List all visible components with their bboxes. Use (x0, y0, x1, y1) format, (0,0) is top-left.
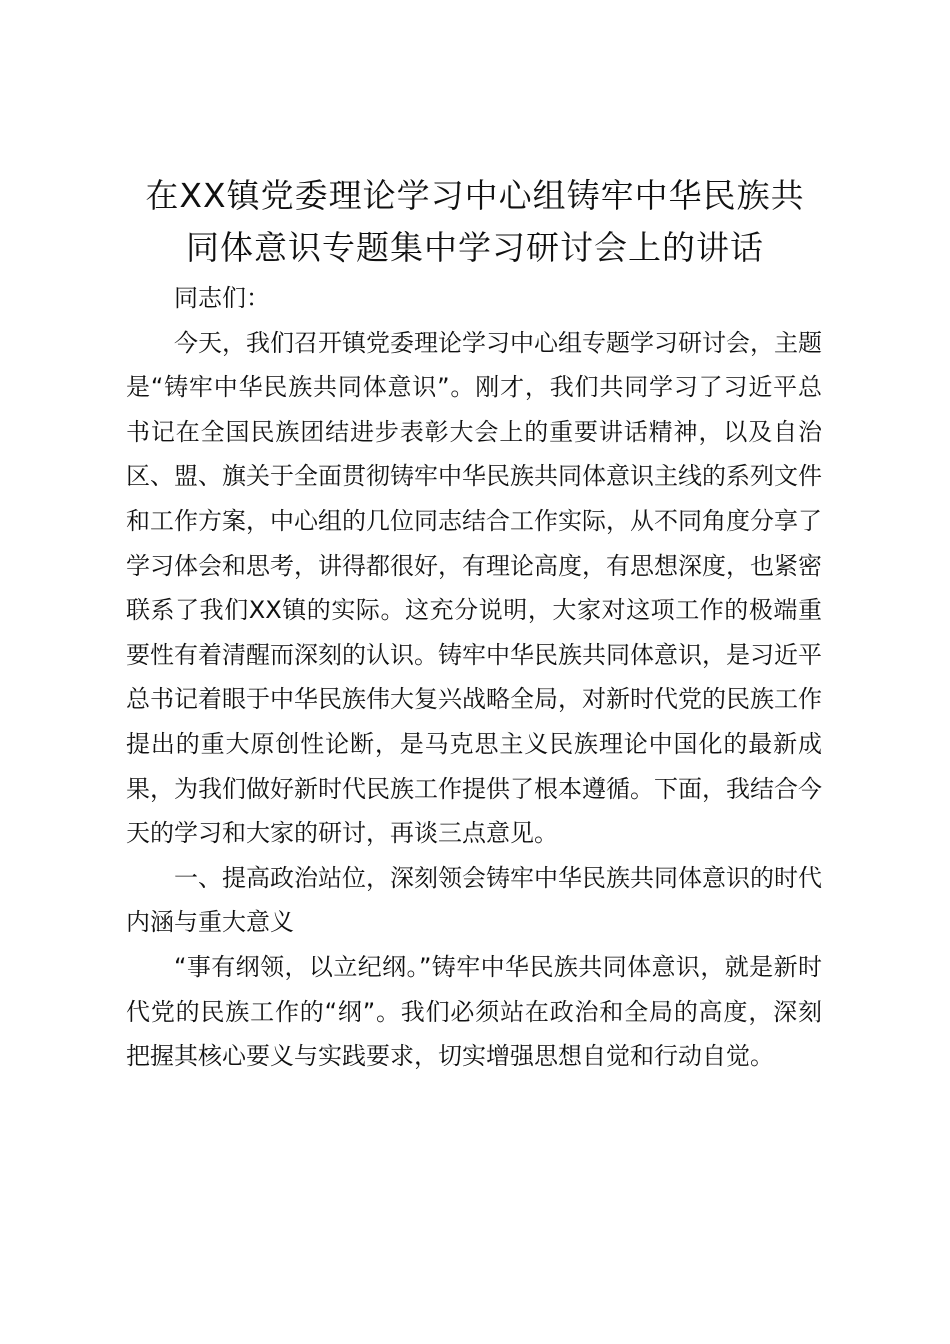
paragraph-intro: 今天，我们召开镇党委理论学习中心组专题学习研讨会，主题是“铸牢中华民族共同体意识”。刚才，我们共同学习了习近平总书记在全国民族团结进步表彰大会上的重要讲话精神，以及自治区、盟、旗关于全面贯彻铸牢中华民族共同体意识主线的系列文件和工作方案，中心组的几位同志结合工作实际，从不同角度分享了学习体会和思考，讲得都很好，有理论高度，有思想深度，也紧密联系了我们XX镇的实际。这充分说明，大家对这项工作的极端重要性有着清醒而深刻的认识。铸牢中华民族共同体意识，是习近平总书记着眼于中华民族伟大复兴战略全局，对新时代党的民族工作提出的重大原创性论断，是马克思主义民族理论中国化的最新成果，为我们做好新时代民族工作提供了根本遵循。下面，我结合今天的学习和大家的研讨，再谈三点意见。 (126, 328, 822, 848)
paragraph-section-1: “事有纲领，以立纪纲。”铸牢中华民族共同体意识，就是新时代党的民族工作的“纲”。我们必须站在政治和全局的高度，深刻把握其核心要义与实践要求，切实增强思想自觉和行动自觉。 (126, 952, 822, 1071)
title-line-2: 同体意识专题集中学习研讨会上的讲话 (186, 228, 764, 267)
document-body (126, 276, 822, 1079)
salutation: 同志们： (174, 284, 270, 312)
document-title (120, 170, 830, 274)
section-heading-1: 一、提高政治站位，深刻领会铸牢中华民族共同体意识的时代内涵与重大意义 (126, 863, 822, 937)
title-line-1: 在XX镇党委理论学习中心组铸牢中华民族共 (145, 176, 805, 215)
